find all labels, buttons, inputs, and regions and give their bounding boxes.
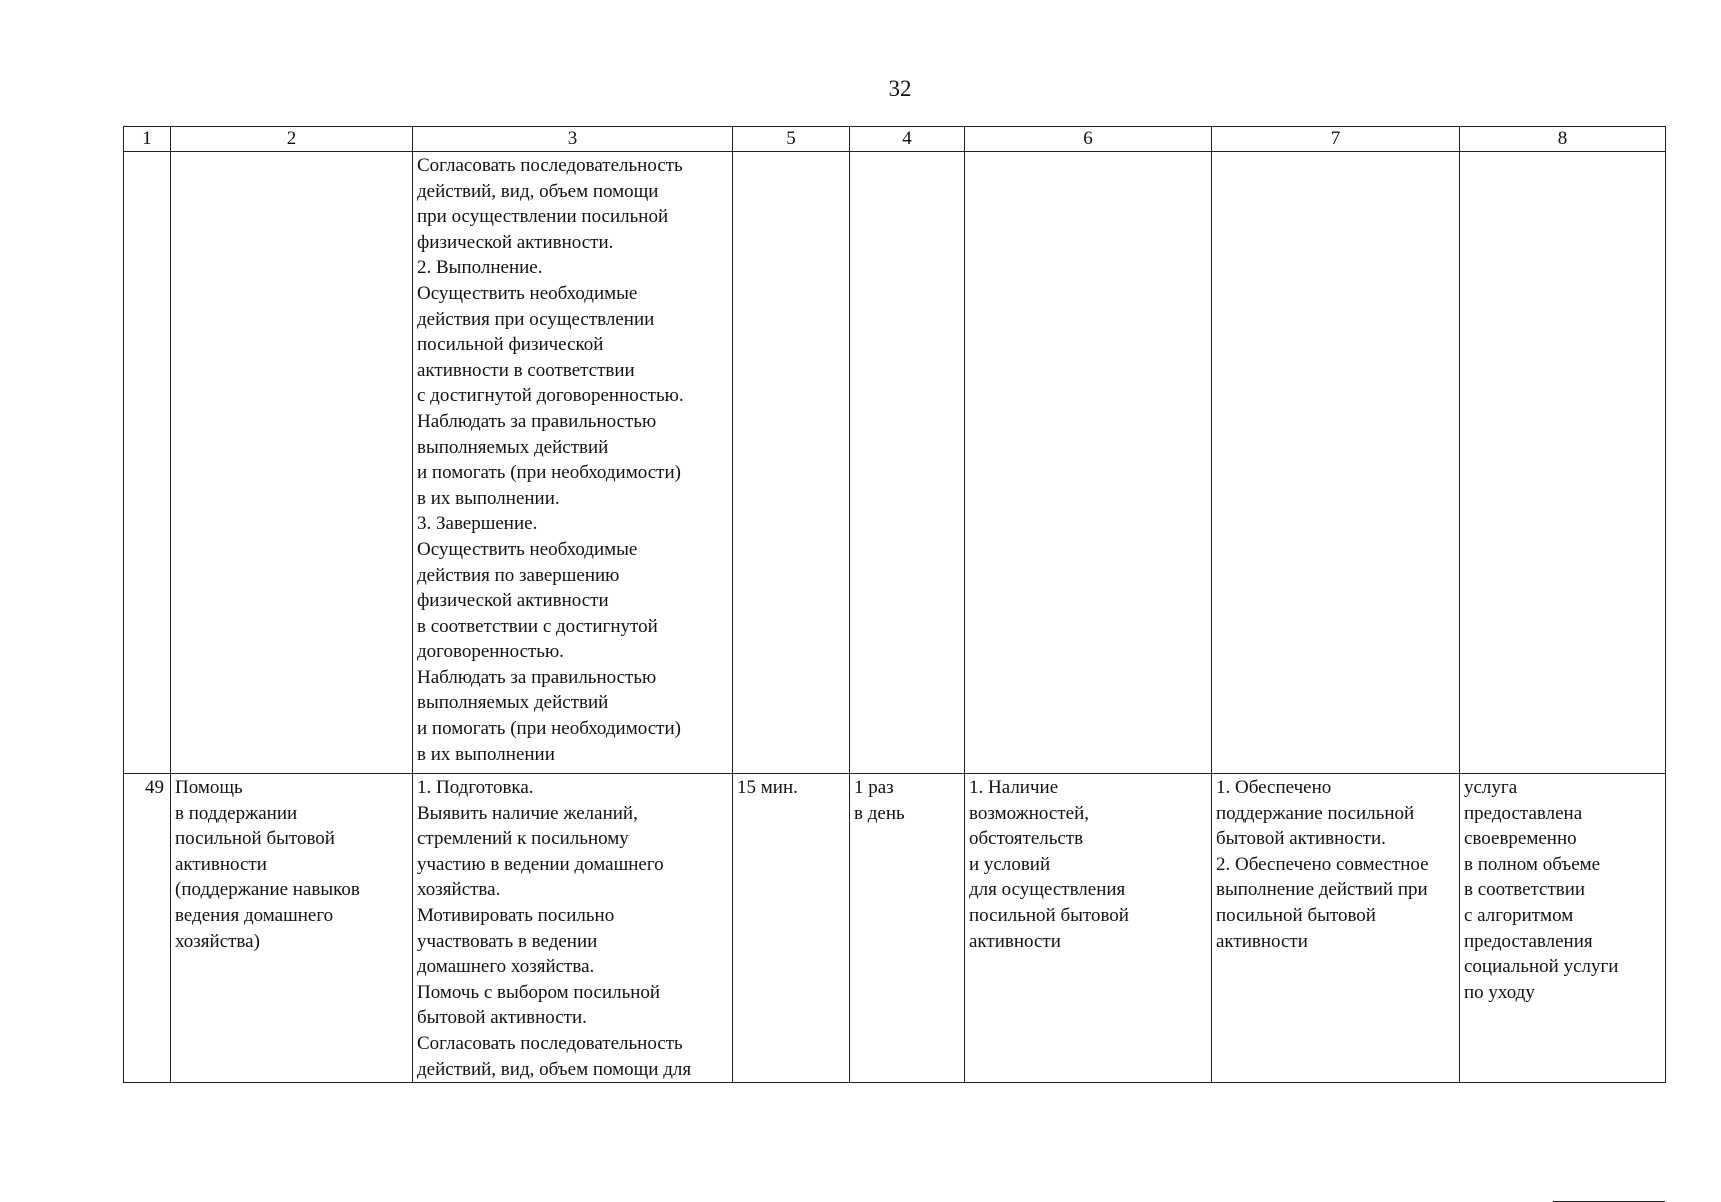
header-col-2: 2 <box>171 127 413 152</box>
header-col-6: 6 <box>965 127 1212 152</box>
table-row-49 <box>124 774 1666 1083</box>
cell-quality <box>1460 774 1666 1083</box>
cell-text-line: физической активности <box>417 590 609 612</box>
header-col-3: 3 <box>413 127 733 152</box>
cell-text-line: при осуществлении посильной <box>417 206 669 228</box>
services-table <box>123 126 1666 1083</box>
cell-text-line: с достигнутой договоренностью. <box>417 385 684 407</box>
cell-text-line: в их выполнении. <box>417 487 560 509</box>
cell-text-line: возможностей, <box>969 802 1089 824</box>
table-row-continuation <box>124 152 1666 774</box>
cell-text-line: посильной бытовой <box>175 828 335 850</box>
cell-text-line: 1. Подготовка. <box>417 777 534 798</box>
cell-text-line: активности в соответствии <box>417 359 635 381</box>
cell-text-line: 3. Завершение. <box>417 513 538 535</box>
cell-text-line: хозяйства) <box>175 930 260 952</box>
cell-text-line: в соответствии с достигнутой <box>417 615 658 637</box>
cell-text-line: 1 раз <box>854 777 894 798</box>
header-col-4: 4 <box>850 127 965 152</box>
cell-text-line: для осуществления <box>969 879 1126 901</box>
cell-text-line: действий, вид, объем помощи <box>417 180 659 202</box>
cell-text-line: стремлений к посильному <box>417 828 629 850</box>
cell-text-line: обстоятельств <box>969 828 1084 850</box>
cell-service-name <box>171 152 413 774</box>
page-number: 32 <box>888 76 912 101</box>
header-row <box>124 127 1666 152</box>
cell-text-line: действия по завершению <box>417 564 620 586</box>
cell-text-line: действий, вид, объем помощи для <box>417 1058 692 1080</box>
cell-text-line: и условий <box>969 853 1051 875</box>
cell-results <box>1212 152 1460 774</box>
cell-text-line: социальной услуги <box>1464 956 1619 978</box>
cell-text-line: Помощь <box>175 777 243 798</box>
cell-text-line: хозяйства. <box>417 879 501 901</box>
cell-text-line: Согласовать последовательность <box>417 155 683 176</box>
cell-text-line: предоставлена <box>1464 802 1583 824</box>
cell-num: 49 <box>124 774 171 1083</box>
cell-algorithm <box>413 152 733 774</box>
cell-text-line: в поддержании <box>175 802 298 824</box>
cell-text-line: активности <box>969 930 1061 952</box>
header-col-7: 7 <box>1212 127 1460 152</box>
cell-text-line: физической активности. <box>417 231 614 253</box>
cell-text-line: действия при осуществлении <box>417 308 655 330</box>
cell-text-line: Мотивировать посильно <box>417 904 615 926</box>
cell-text-line: 2. Выполнение. <box>417 257 543 279</box>
cell-algorithm <box>413 774 733 1083</box>
cell-conditions <box>965 774 1212 1083</box>
cell-text-line: предоставления <box>1464 930 1593 952</box>
cell-text-line: активности <box>1216 930 1308 952</box>
header-col-1: 1 <box>124 127 171 152</box>
cell-text-line: Согласовать последовательность <box>417 1032 683 1054</box>
cell-text-line: посильной бытовой <box>969 904 1129 926</box>
cell-text-line: Осуществить необходимые <box>417 538 638 560</box>
cell-text-line: посильной физической <box>417 334 604 356</box>
cell-text-line: посильной бытовой <box>1216 904 1376 926</box>
cell-results <box>1212 774 1460 1083</box>
cell-text-line: услуга <box>1464 777 1518 798</box>
cell-text-line: выполняемых действий <box>417 436 609 458</box>
cell-frequency <box>850 774 965 1083</box>
cell-text-line: бытовой активности. <box>417 1007 587 1029</box>
cell-text-line: ведения домашнего <box>175 904 334 926</box>
cell-text-line: договоренностью. <box>417 641 564 663</box>
cell-time <box>733 774 850 1083</box>
cell-text-line: с алгоритмом <box>1464 904 1574 926</box>
cell-text-line: своевременно <box>1464 828 1577 850</box>
header-col-5: 5 <box>733 127 850 152</box>
cell-text-line: (поддержание навыков <box>175 879 360 901</box>
cell-text-line: Выявить наличие желаний, <box>417 802 638 824</box>
header-col-8: 8 <box>1460 127 1666 152</box>
cell-text-line: Помочь с выбором посильной <box>417 981 661 1003</box>
cell-text-line: 1. Обеспечено <box>1216 777 1332 798</box>
cell-text-line: 1. Наличие <box>969 777 1059 798</box>
cell-text-line: Наблюдать за правильностью <box>417 410 657 432</box>
cell-text-line: Осуществить необходимые <box>417 282 638 304</box>
cell-num <box>124 152 171 774</box>
cell-text-line: и помогать (при необходимости) <box>417 718 681 740</box>
cell-text-line: в их выполнении <box>417 743 555 765</box>
cell-text-line: активности <box>175 853 267 875</box>
cell-time <box>733 152 850 774</box>
cell-text-line: в полном объеме <box>1464 853 1601 875</box>
cell-text-line: 15 мин. <box>737 777 798 798</box>
cell-text-line: Наблюдать за правильностью <box>417 666 657 688</box>
cell-text-line: бытовой активности. <box>1216 828 1386 850</box>
cell-text-line: в день <box>854 802 905 824</box>
cell-text-line: участию в ведении домашнего <box>417 853 664 875</box>
cell-text-line: в соответствии <box>1464 879 1586 901</box>
cell-conditions <box>965 152 1212 774</box>
cell-text-line: выполняемых действий <box>417 692 609 714</box>
cell-text-line: и помогать (при необходимости) <box>417 462 681 484</box>
cell-text-line: участвовать в ведении <box>417 930 598 952</box>
cell-text-line: поддержание посильной <box>1216 802 1415 824</box>
cell-text-line: по уходу <box>1464 981 1535 1003</box>
cell-quality <box>1460 152 1666 774</box>
cell-text-line: выполнение действий при <box>1216 879 1428 901</box>
cell-text-line: 2. Обеспечено совместное <box>1216 853 1429 875</box>
cell-text-line: домашнего хозяйства. <box>417 956 595 978</box>
cell-service-name <box>171 774 413 1083</box>
cell-frequency <box>850 152 965 774</box>
